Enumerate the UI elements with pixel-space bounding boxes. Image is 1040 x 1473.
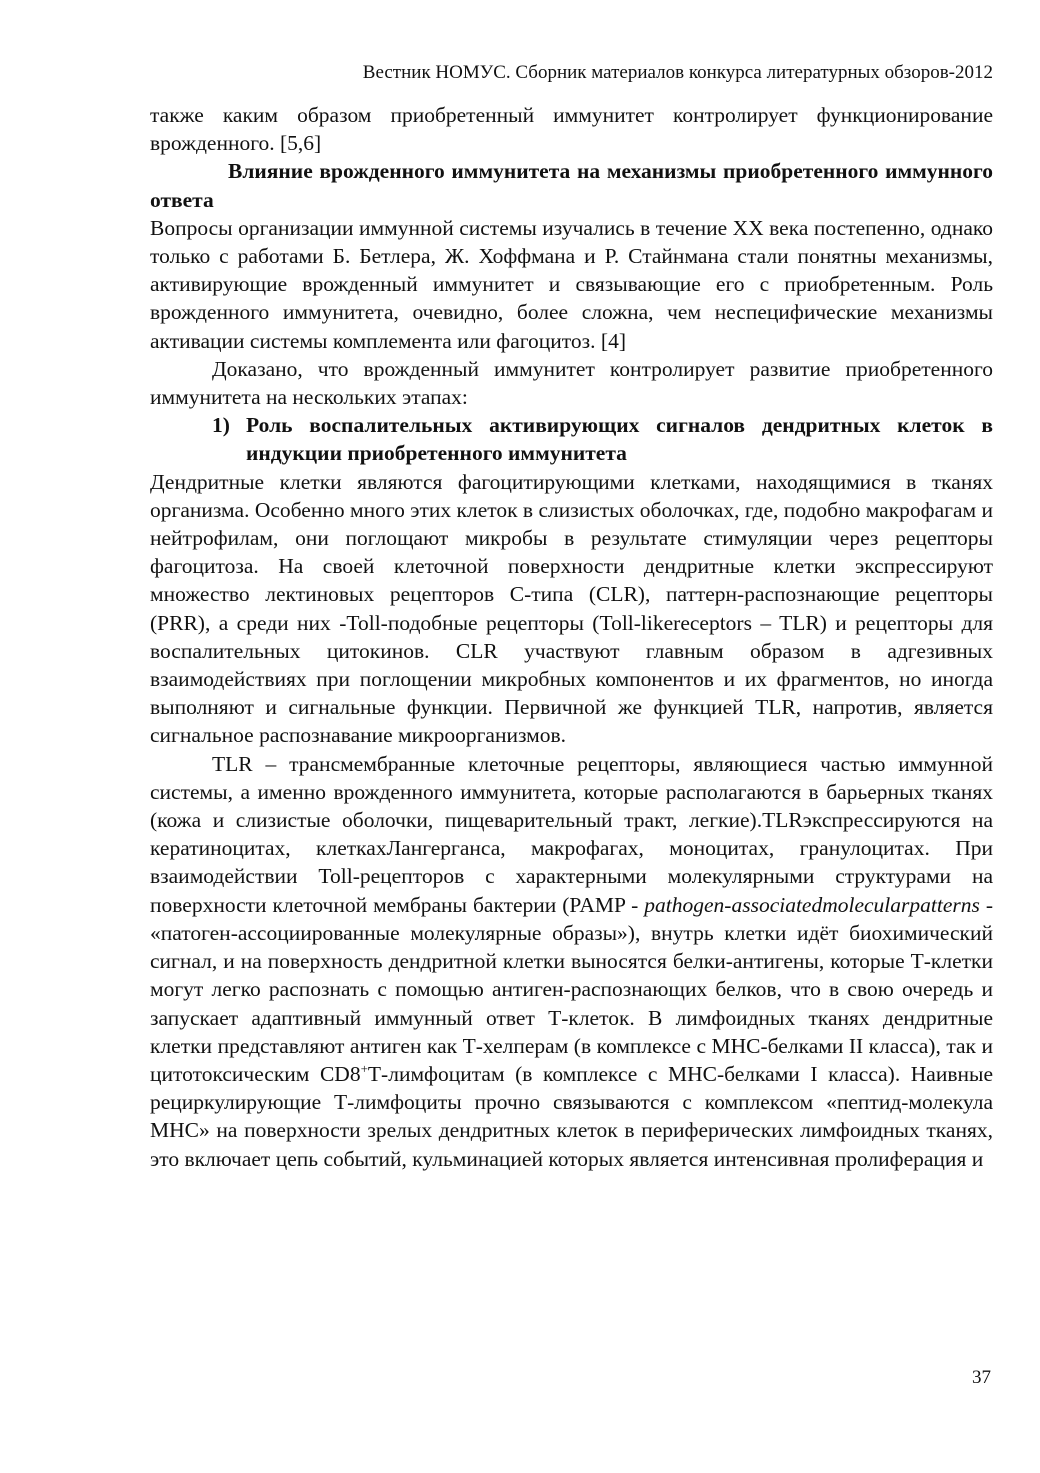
pamp-term-italic: pathogen-associatedmolecularpatterns (644, 892, 980, 917)
paragraph-tlr (150, 750, 993, 1173)
article-body (150, 101, 993, 1173)
running-header: Вестник НОМУС. Сборник материалов конкурса литературных обзоров-2012 (362, 62, 993, 83)
numbered-subheading (150, 411, 993, 467)
tlr-text-part-1: TLR – трансмембранные клеточные рецепторы, являющиеся частью иммунной системы, а именно врожденного иммунитета, которые располагаются в барьерных тканях (кожа и слизистые оболочки, пищеварительный тракт, легкие).TLRэкспрессируются на кератиноцитах, клеткахЛангерганса, макрофагах, моноцитах, гранулоцитах. При взаимодействии Toll-рецепторов с характерными молекулярными структурами на поверхности клеточной мембраны бактерии (PAMP - (150, 751, 993, 917)
section-heading: Влияние врожденного иммунитета на механизмы приобретенного иммунного ответа (150, 159, 993, 212)
paragraph-history: Вопросы организации иммунной системы изучались в течение XX века постепенно, однако только с работами Б. Бетлера, Ж. Хоффмана и Р. Стайнмана стали понятны механизмы, активирующие врожденный иммунитет и связывающие его с приобретенным. Роль врожденного иммунитета, очевидно, более сложна, чем неспецифические механизмы активации системы комплемента или фагоцитоз. [4] (150, 215, 993, 353)
paragraph-continuation: также каким образом приобретенный иммунитет контролирует функционирование врожденного. [5,6] (150, 103, 993, 156)
subheading-text: Роль воспалительных активирующих сигналов дендритных клеток в индукции приобретенного иммунитета (246, 413, 993, 466)
paragraph-dendritic-cells: Дендритные клетки являются фагоцитирующими клетками, находящимися в тканях организма. Особенно много этих клеток в слизистых оболочках, где, подобно макрофагам и нейтрофилам, они поглощают микробы в результате стимуляции через рецепторы фагоцитоза. На своей клеточной поверхности дендритные клетки экспрессируют множество лектиновых рецепторов С-типа (CLR), паттерн-распознающие рецепторы (PRR), а среди них -Toll-подобные рецепторы (Toll-likereceptors – TLR) и рецепторы для воспалительных цитокинов. CLR участвуют главным образом в адгезивных взаимодействиях при поглощении микробных компонентов и их фрагментов, но иногда выполняют и сигнальные функции. Первичной же функцией TLR, напротив, является сигнальное распознавание микроорганизмов. (150, 469, 993, 748)
cd8-superscript: + (360, 1060, 368, 1076)
list-number: 1) (212, 413, 230, 438)
tlr-text-part-2: - «патоген-ассоциированные молекулярные образы»), внутрь клетки идёт биохимический сигнал, и на поверхность дендритной клетки выносятся белки-антигены, которые Т-клетки могут легко распознать с помощью антиген-распознающих белков, что в свою очередь и запускает адаптивный иммунный ответ Т-клеток. В лимфоидных тканях дендритные клетки представляют антиген как Т-хелперам (в комплексе с MHC-белками II класса), так и цитотоксическим CD8 (150, 892, 993, 1086)
page-number: 37 (972, 1367, 991, 1388)
paragraph-stages-intro: Доказано, что врожденный иммунитет контролирует развитие приобретенного иммунитета на нескольких этапах: (150, 356, 993, 410)
tlr-text-part-3: Т-лимфоцитам (в комплексе с MHC-белками I класса). Наивные рециркулирующие Т-лимфоциты прочно связываются с комплексом «пептид-молекула MHC» на поверхности зрелых дендритных клеток в периферических лимфоидных тканях, это включает цепь событий, кульминацией которых является интенсивная пролиферация и (150, 1061, 993, 1171)
